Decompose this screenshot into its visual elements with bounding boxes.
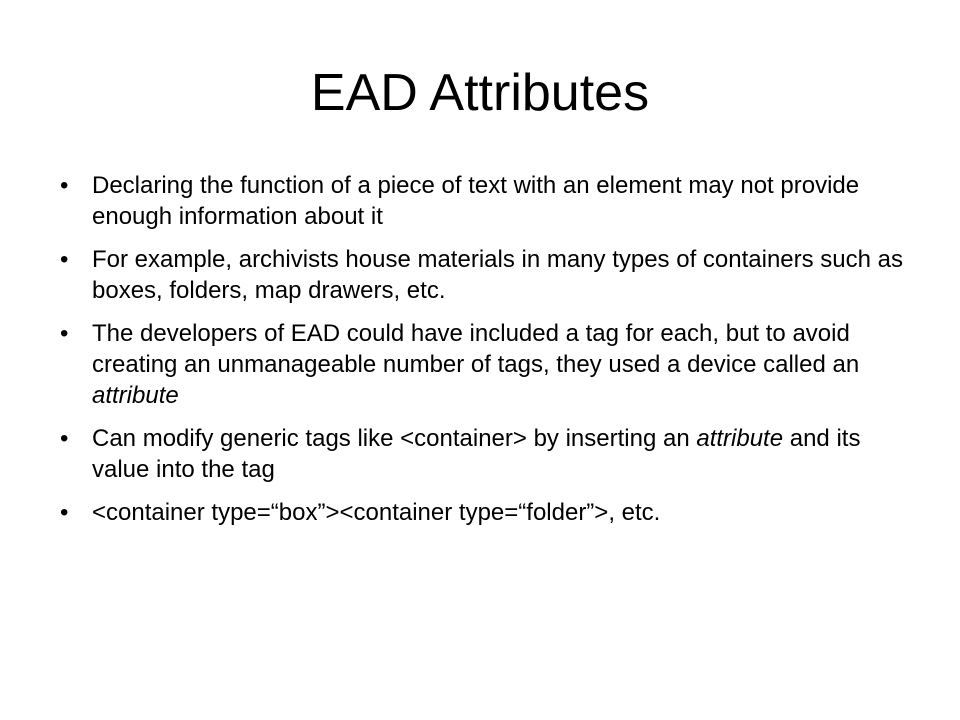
bullet-text-part: <container type=“box”><container type=“folder”>, etc.	[92, 499, 661, 526]
bullet-mark: •	[60, 425, 69, 452]
slide-title: EAD Attributes	[310, 64, 650, 122]
bullet-mark: •	[60, 499, 69, 526]
bullet-text-part: and its value into the tag	[92, 425, 861, 483]
bullet-text-part: The developers of EAD could have included a tag for each, but to avoid creating an unmanageable number of tags, they used a device called an	[92, 320, 860, 378]
bullet-mark: •	[60, 172, 69, 199]
bullet-item	[56, 170, 916, 232]
bullet-text	[92, 425, 860, 483]
bullet-text-part: Declaring the function of a piece of text with an element may not provide enough information about it	[92, 172, 860, 230]
bullet-item	[56, 423, 916, 485]
bullet-mark: •	[60, 246, 69, 273]
bullet-text-part: For example, archivists house materials in many types of containers such as boxes, folders, map drawers, etc.	[92, 246, 904, 304]
bullet-mark: •	[60, 320, 69, 347]
bullet-item	[56, 244, 916, 306]
bullet-text	[92, 499, 660, 526]
bullet-item	[56, 318, 916, 411]
bullet-list	[56, 170, 916, 540]
bullet-text	[92, 246, 903, 304]
bullet-text	[92, 320, 859, 409]
bullet-text-part: Can modify generic tags like <container> by inserting an	[92, 425, 697, 452]
bullet-item	[56, 497, 916, 528]
bullet-text	[92, 172, 859, 230]
bullet-text-italic: attribute	[696, 425, 784, 452]
bullet-text-italic: attribute	[92, 382, 179, 409]
